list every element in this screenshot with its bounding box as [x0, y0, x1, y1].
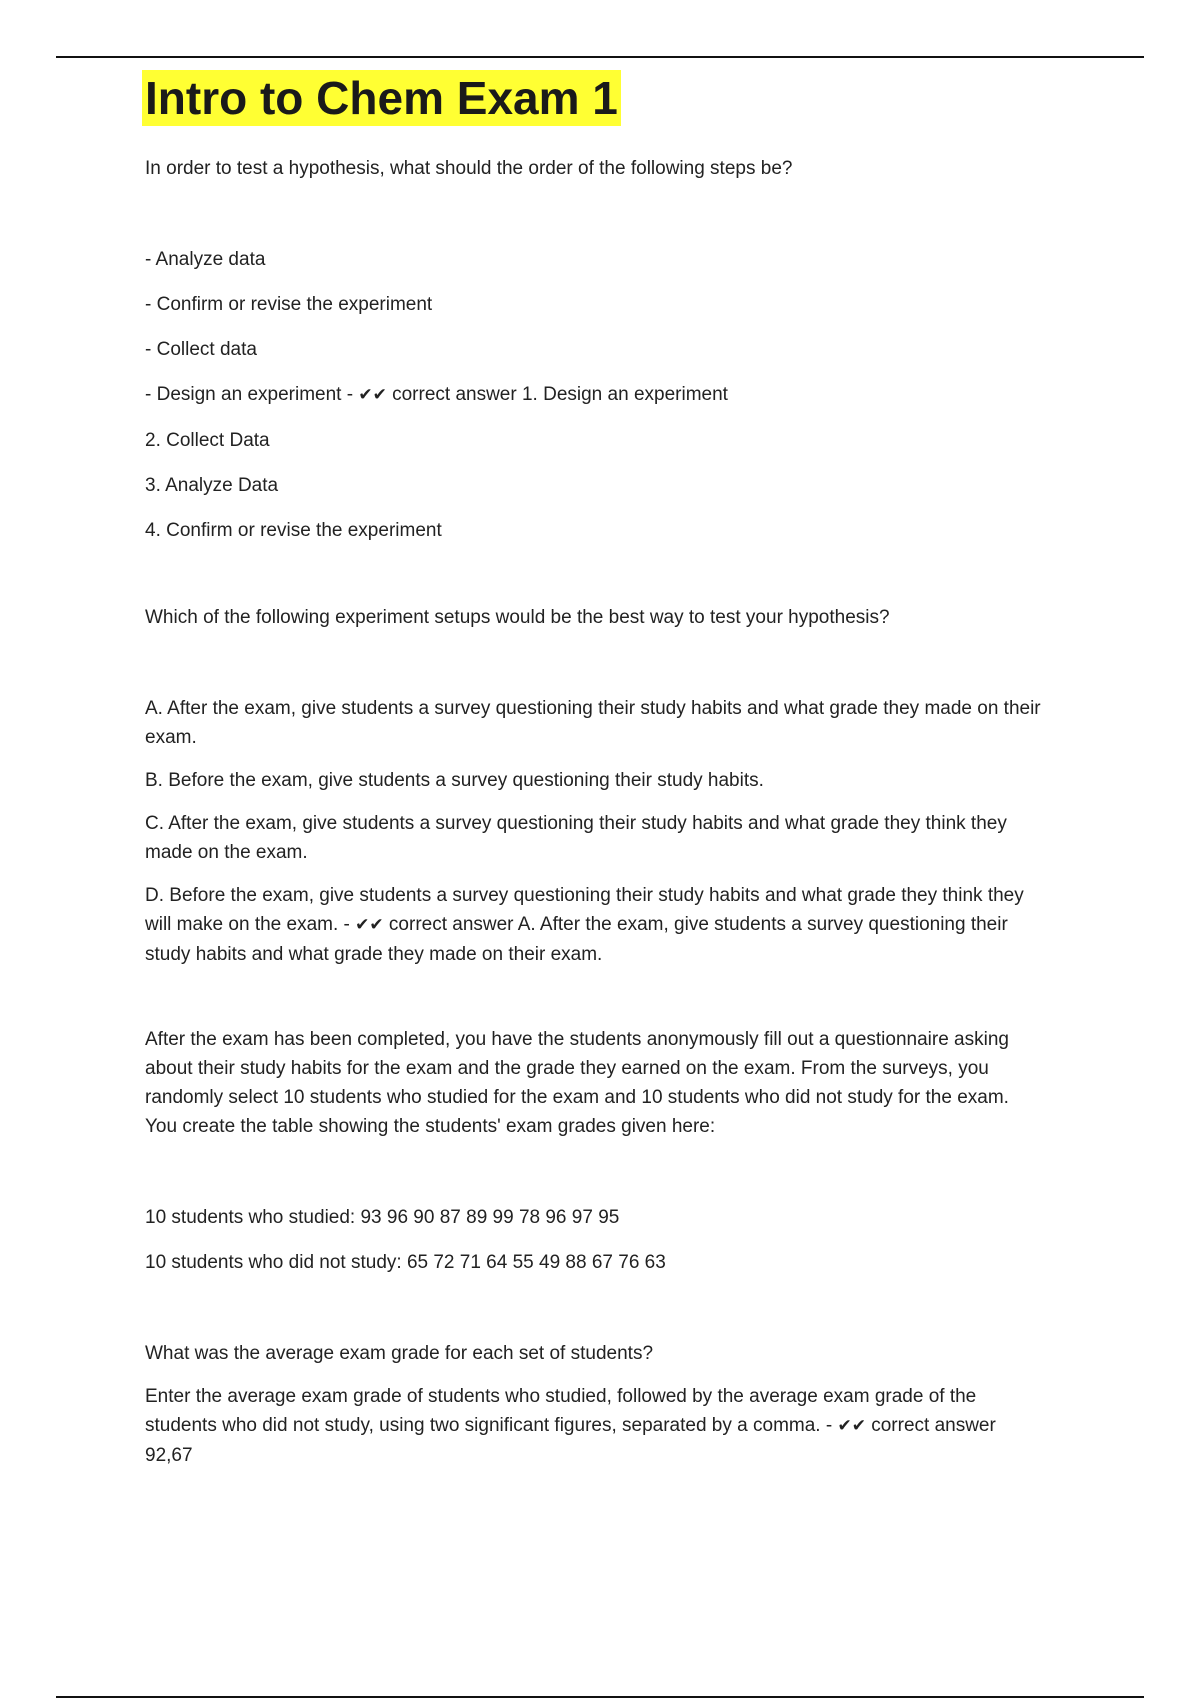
question-2-option-b: B. Before the exam, give students a survey questioning their study habits.	[145, 770, 764, 791]
double-check-icon: ✔✔	[355, 915, 384, 935]
question-1-answer: correct answer 1. Design an experiment	[386, 384, 728, 405]
question-2-prompt: Which of the following experiment setups would be the best way to test your hypothesis?	[145, 607, 890, 628]
question-2-option-d: D. Before the exam, give students a survey questioning their study habits and what grade they think they will make on the exam. -	[145, 885, 1024, 935]
question-1-option-1: - Analyze data	[145, 249, 266, 270]
spacer	[145, 215, 1045, 245]
double-check-icon: ✔✔	[837, 1416, 866, 1436]
question-1-option-3: - Collect data	[145, 339, 257, 360]
question-2-answer: correct answer A. After the exam, give students a survey questioning their study habits and what grade they made on their exam.	[145, 914, 1008, 965]
question-3-prompt: After the exam has been completed, you have the students anonymously fill out a questionnaire asking about their study habits for the exam and the grade they earned on the exam. From the surveys, you randomly select 10 students who studied for the exam and 10 students who did not study for the exam. You create the table showing the students' exam grades given here:	[145, 1029, 1009, 1137]
question-2-option-d-with-answer	[145, 881, 1045, 969]
spacer	[145, 561, 1045, 603]
question-1-prompt: In order to test a hypothesis, what should the order of the following steps be?	[145, 158, 793, 179]
question-3-answer: correct answer 92,67	[145, 1415, 996, 1466]
document-body	[145, 70, 1045, 1484]
question-3	[145, 1025, 1045, 1470]
double-check-icon: ✔✔	[358, 385, 387, 405]
question-2-option-c: C. After the exam, give students a survey questioning their study habits and what grade they think they made on the exam.	[145, 813, 1007, 863]
question-1-answer-line-2: 2. Collect Data	[145, 430, 270, 451]
question-3-sub-question: What was the average exam grade for each set of students?	[145, 1343, 654, 1364]
question-1-option-2: - Confirm or revise the experiment	[145, 294, 433, 315]
question-2	[145, 603, 1045, 969]
spacer	[145, 1173, 1045, 1203]
question-3-instruction: Enter the average exam grade of students who studied, followed by the average exam grade of the students who did not study, using two significant figures, separated by a comma. -	[145, 1386, 977, 1436]
question-1-answer-line-3: 3. Analyze Data	[145, 475, 279, 496]
question-1-answer-line-4: 4. Confirm or revise the experiment	[145, 520, 442, 541]
bottom-rule	[56, 1696, 1144, 1698]
top-rule	[56, 56, 1144, 58]
question-2-option-a: A. After the exam, give students a survey questioning their study habits and what grade they made on their exam.	[145, 698, 1041, 748]
studied-grades: 10 students who studied: 93 96 90 87 89 99 78 96 97 95	[145, 1207, 620, 1228]
question-1-option-4-with-answer	[145, 380, 1045, 410]
spacer	[145, 1293, 1045, 1339]
question-3-instruction-with-answer	[145, 1382, 1045, 1470]
document-title: Intro to Chem Exam 1	[142, 70, 621, 126]
question-1	[145, 154, 1045, 545]
spacer	[145, 664, 1045, 694]
spacer	[145, 983, 1045, 1025]
not-studied-grades: 10 students who did not study: 65 72 71 64 55 49 88 67 76 63	[145, 1252, 666, 1273]
question-1-option-4: - Design an experiment -	[145, 384, 359, 405]
